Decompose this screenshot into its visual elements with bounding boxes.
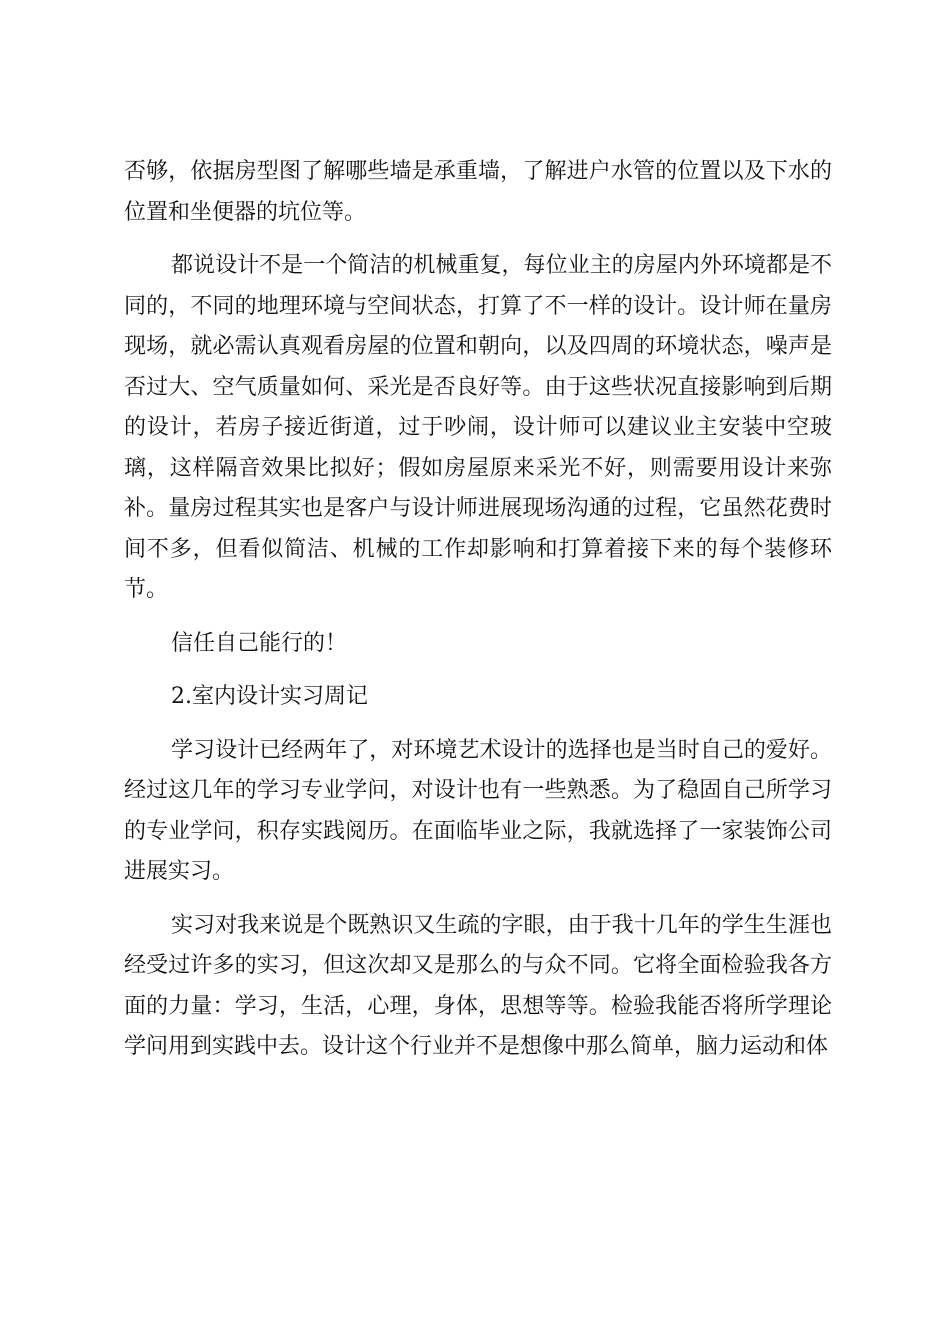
- section-heading: 2.室内设计实习周记: [171, 684, 368, 709]
- document-body: [124, 152, 832, 1081]
- paragraph-3: 信任自己能行的！: [171, 630, 348, 656]
- paragraph-5: 实习对我来说是个既熟识又生疏的字眼，由于我十几年的学生生涯也经受过许多的实习，但这次却又是那么的与众不同。它将全面检验我各方面的力量：学习，生活，心理，身体，思想等等。检验我能否将所学理论学问用到实践中去。设计这个行业并不是想像中那么简单，脑力运动和体: [124, 912, 832, 1059]
- paragraph-1: 否够，依据房型图了解哪些墙是承重墙，了解进户水管的位置以及下水的位置和坐便器的坑位等。: [124, 159, 832, 225]
- paragraph-4: 学习设计已经两年了，对环境艺术设计的选择也是当时自己的爱好。经过这几年的学习专业学问，对设计也有一些熟悉。为了稳固自己所学习的专业学问，积存实践阅历。在面临毕业之际，我就选择了一家装饰公司进展实习。: [124, 737, 832, 884]
- paragraph-2: 都说设计不是一个简洁的机械重复，每位业主的房屋内外环境都是不同的，不同的地理环境与空间状态，打算了不一样的设计。设计师在量房现场，就必需认真观看房屋的位置和朝向，以及四周的环境状态，噪声是否过大、空气质量如何、采光是否良好等。由于这些状况直接影响到后期的设计，若房子接近街道，过于吵闹，设计师可以建议业主安装中空玻璃，这样隔音效果比拟好；假如房屋原来采光不好，则需要用设计来弥补。量房过程其实也是客户与设计师进展现场沟通的过程，它虽然花费时间不多，但看似简洁、机械的工作却影响和打算着接下来的每个装修环节。: [124, 253, 832, 602]
